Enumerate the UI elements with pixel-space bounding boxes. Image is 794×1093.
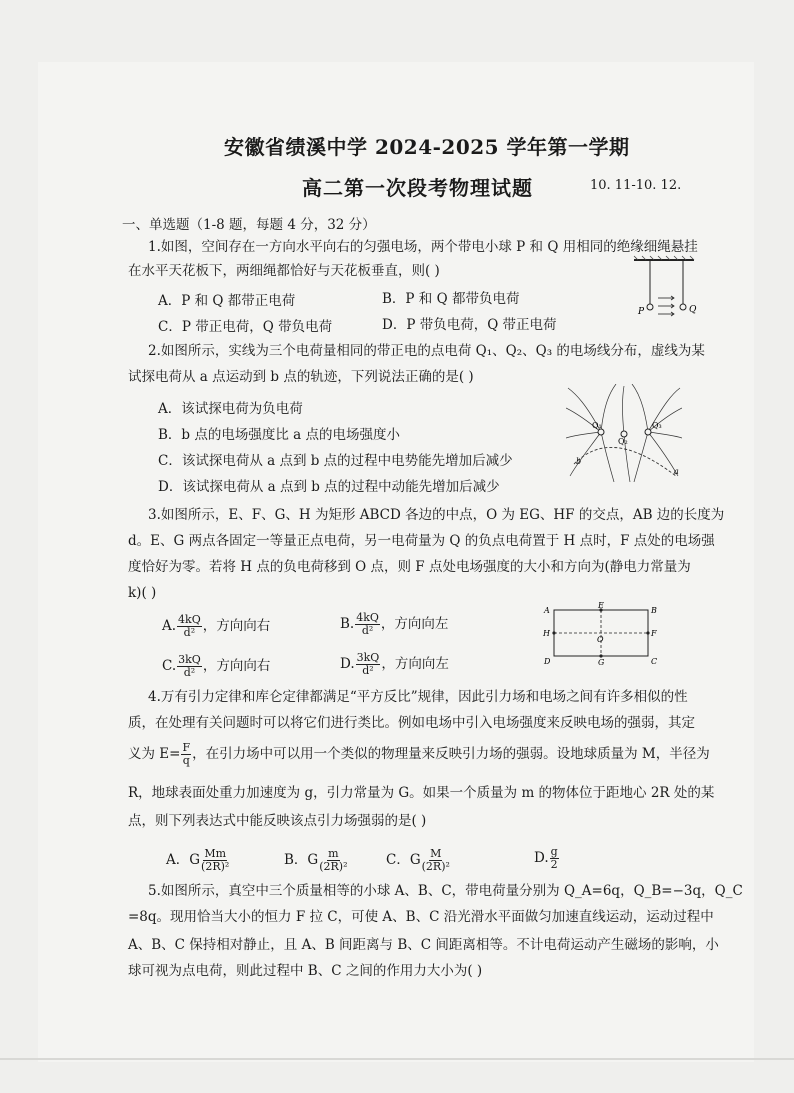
q5-stem-line3: A、B、C 保持相对静止，且 A、B 间距离与 B、C 间距离相等。不计电荷运动产生磁场的影响，小 [128, 937, 719, 953]
q2-option-c: C．该试探电荷从 a 点到 b 点的过程中电势能先增加后减少 [158, 453, 513, 469]
q3-fig-label-c: C [651, 657, 658, 666]
q1-fig-label-p: P [638, 307, 645, 317]
q3-stem-line2: d。E、G 两点各固定一等量正点电荷，另一电荷量为 Q 的负点电荷置于 H 点时，F 点处的电场强 [128, 533, 715, 549]
q4-stem-line5: 点，则下列表达式中能反映该点引力场强弱的是( ) [128, 813, 427, 829]
q2-stem-line2: 试探电荷从 a 点运动到 b 点的轨迹，下列说法正确的是( ) [128, 369, 474, 385]
q3-figure [540, 602, 660, 666]
q3-option-b: B. $\frac{4kQ}{\text{d²}}$ ，方向向左 [340, 611, 449, 637]
q2-fig-label-q3: Q₃ [652, 421, 662, 430]
q1-stem-line1: 1.如图，空间存在一方向水平向右的匀强电场，两个带电小球 P 和 Q 用相同的绝缘细绳悬挂 [148, 239, 698, 255]
q2-option-b: B．b 点的电场强度比 a 点的电场强度小 [158, 427, 400, 443]
q3-fig-label-a: A [544, 606, 550, 615]
q4-option-a: A．G $\frac{Mm}{\text{(2R)²}}$ [166, 847, 230, 873]
q3-option-c: C. $\frac{3kQ}{\text{d²}}$ ，方向向右 [162, 653, 271, 679]
q1-option-a: A．P 和 Q 都带正电荷 [158, 293, 296, 309]
q2-option-d: D．该试探电荷从 a 点到 b 点的过程中动能先增加后减少 [158, 479, 500, 495]
scan-edge-line [0, 1058, 794, 1060]
exam-title: 安徽省绩溪中学 2024-2025 学年第一学期 [224, 135, 630, 159]
exam-subtitle: 高二第一次段考物理试题 [302, 176, 533, 200]
exam-date: 10. 11-10. 12. [590, 178, 682, 193]
q3-fig-label-o: O [597, 635, 604, 644]
q2-figure [566, 384, 682, 482]
q1-stem-line2: 在水平天花板下，两细绳都恰好与天花板垂直，则( ) [128, 263, 440, 279]
q3-stem-line1: 3.如图所示，E、F、G、H 为矩形 ABCD 各边的中点，O 为 EG、HF 的交点，AB 边的长度为 [148, 507, 725, 523]
q2-option-a: A．该试探电荷为负电荷 [158, 401, 303, 417]
q4-stem-line3: 义为 E= $\frac{F}{q}$ ，在引力场中可以用一个类似的物理量来反映引力场的强弱。设地球质量为 M，半径为 [128, 741, 710, 767]
q5-stem-line1: 5.如图所示，真空中三个质量相等的小球 A、B、C，带电荷量分别为 Q_A=6q，Q_B=−3q，Q_C [148, 883, 743, 899]
q1-option-c: C．P 带正电荷，Q 带负电荷 [158, 319, 333, 335]
q5-stem-line4: 球可视为点电荷，则此过程中 B、C 之间的作用力大小为( ) [128, 963, 483, 979]
q1-option-b: B．P 和 Q 都带负电荷 [382, 291, 520, 307]
q2-fig-label-q1: Q₁ [592, 421, 602, 430]
q2-fig-label-q2: Q₂ [618, 437, 628, 446]
q3-stem-line3: 度恰好为零。若将 H 点的负电荷移到 O 点，则 F 点处电场强度的大小和方向为(静电力常量为 [128, 559, 691, 575]
q4-stem-line4: R，地球表面处重力加速度为 g，引力常量为 G。如果一个质量为 m 的物体位于距地心 2R 处的某 [128, 785, 715, 801]
q4-option-b: B．G $\frac{m}{\text{(2R)²}}$ [284, 847, 348, 873]
q4-option-c: C．G $\frac{M}{\text{(2R)²}}$ [386, 847, 450, 873]
q4-stem-line2: 质，在处理有关问题时可以将它们进行类比。例如电场中引入电场强度来反映电场的强弱，其定 [128, 715, 695, 731]
q3-option-a: A. $\frac{4kQ}{\text{d²}}$ ，方向向右 [162, 613, 271, 639]
q4-stem-line1: 4.万有引力定律和库仑定律都满足“平方反比”规律，因此引力场和电场之间有许多相似的性 [148, 689, 688, 705]
q4-option-d: D. $\frac{g}{2}$ [534, 845, 558, 871]
q3-stem-line4: k)( ) [128, 585, 157, 601]
q1-figure [630, 254, 700, 324]
q5-stem-line2: =8q。现用恰当大小的恒力 F 拉 C，可使 A、B、C 沿光滑水平面做匀加速直线运动，运动过程中 [128, 909, 714, 925]
q3-fig-label-h: H [543, 629, 550, 638]
q3-fig-label-f: F [651, 629, 657, 638]
q3-fig-label-d: D [544, 657, 551, 666]
q3-fig-label-e: E [598, 602, 604, 610]
section-heading: 一、单选题（1-8 题，每题 4 分，32 分） [122, 217, 376, 233]
q2-stem-line1: 2.如图所示，实线为三个电荷量相同的带正电的点电荷 Q₁、Q₂、Q₃ 的电场线分布，虚线为某 [148, 343, 705, 359]
q3-option-d: D. $\frac{3kQ}{\text{d²}}$ ，方向向左 [340, 651, 449, 677]
q2-fig-label-b: b [576, 457, 582, 466]
q1-fig-label-q: Q [689, 305, 697, 315]
q3-fig-label-b: B [651, 606, 657, 615]
q1-option-d: D．P 带负电荷，Q 带正电荷 [382, 317, 557, 333]
q2-fig-label-a: a [674, 467, 679, 476]
q3-fig-label-g: G [598, 658, 605, 666]
